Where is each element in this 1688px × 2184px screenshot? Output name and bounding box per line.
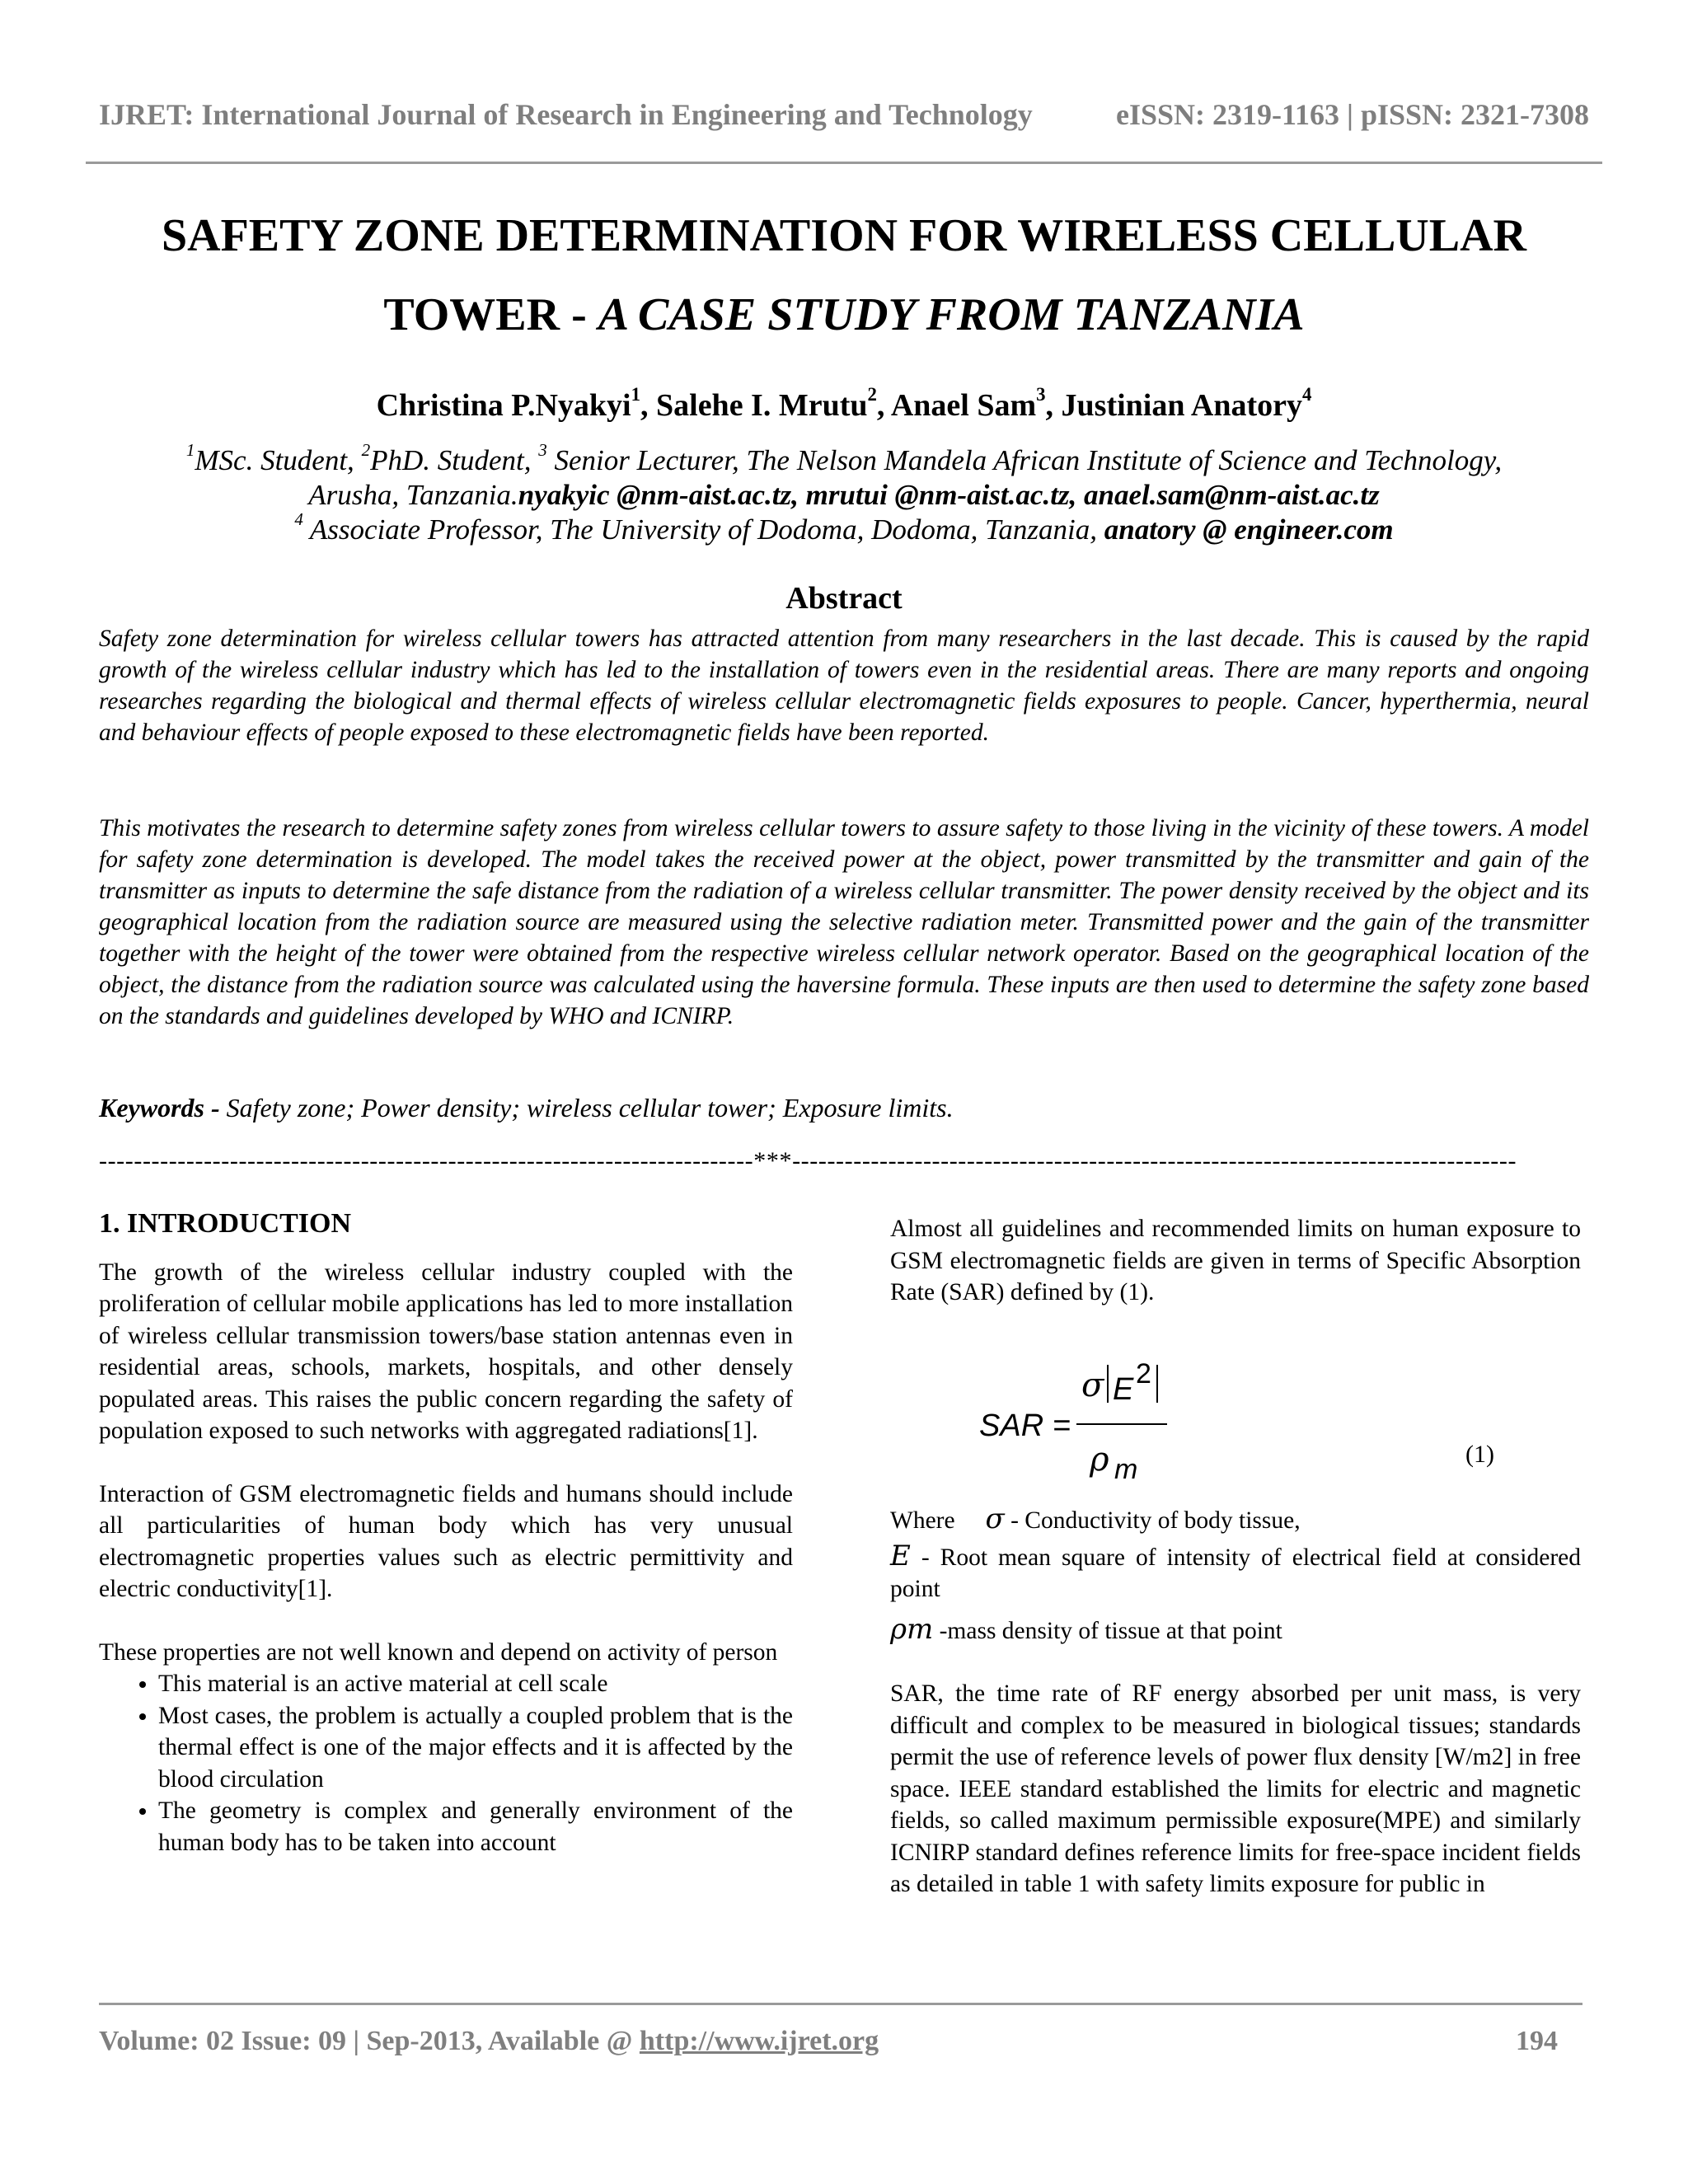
abstract-heading: Abstract bbox=[785, 581, 903, 616]
journal-name: IJRET: International Journal of Research in Engineering and Technology bbox=[99, 98, 1033, 131]
journal-url-link[interactable]: http://www.ijret.org bbox=[639, 2026, 879, 2056]
e-symbol: E bbox=[890, 1539, 911, 1572]
affil-role: PhD. Student, bbox=[370, 444, 539, 476]
intro-paragraph-2: Interaction of GSM electromagnetic fields and humans should include all particularities of human body which has very unusual electromagnetic properties values such as electric permittivity and electric conductivity[1]. bbox=[99, 1480, 793, 1602]
eq-m: m bbox=[1114, 1454, 1138, 1485]
eq-sigma: σ bbox=[1081, 1366, 1104, 1404]
affil-place: Arusha, Tanzania. bbox=[308, 479, 518, 511]
where-label: Where bbox=[890, 1507, 955, 1534]
rho-m-symbol: ρm bbox=[890, 1612, 934, 1646]
separator-right: ----------------------------------------------------------------------------------- bbox=[792, 1147, 1517, 1174]
running-header bbox=[99, 97, 1589, 132]
issn: eISSN: 2319-1163 | pISSN: 2321-7308 bbox=[1116, 98, 1589, 131]
list-item: • This material is an active material at cell scale bbox=[158, 1668, 793, 1700]
author-sup: 2 bbox=[867, 383, 877, 405]
author-sup: 4 bbox=[1301, 383, 1312, 405]
abstract-paragraph-2: This motivates the research to determine safety zones from wireless cellular towers to assure safety to those living in the vicinity of these towers. A model for safety zone determination is developed. The model takes the received power at the object, power transmitted by the transmitter and gain of the transmitter as inputs to determine the safe distance from the radiation of a wireless cellular transmitter. The power density received by the object and its geographical location from the radiation source are measured using the selective radiation meter. Transmitted power and the gain of the transmitter together with the height of the tower were obtained from the respective wireless cellular network operator. Based on the geographical location of the object, the distance from the radiation source was calculated using the haversine formula. These inputs are then used to determine the safety zone based on the standards and guidelines developed by WHO and ICNIRP. bbox=[99, 815, 1589, 1029]
definition-rho bbox=[890, 1614, 1581, 1647]
eq-lhs: SAR = bbox=[979, 1408, 1071, 1443]
keywords-label: Keywords - bbox=[99, 1093, 227, 1122]
right-column-lower bbox=[890, 1503, 1581, 1932]
author: Justinian Anatory bbox=[1061, 388, 1302, 423]
footer-prefix: Volume: 02 Issue: 09 | Sep-2013, Available @ bbox=[99, 2026, 640, 2056]
intro-paragraph-1: The growth of the wireless cellular industry coupled with the proliferation of cellular mobile applications has led to more installation of wireless cellular transmission towers/base station antennas even in residential areas, schools, markets, hospitals, and other densely populated areas. This raises the public concern regarding the safety of population exposed to such networks with aggregated radiations[1]. bbox=[99, 1258, 793, 1444]
header-rule bbox=[86, 162, 1602, 164]
definition-text: -mass density of tissue at that point bbox=[933, 1617, 1282, 1644]
title-line-2-bold: TOWER - bbox=[383, 289, 598, 340]
intro-paragraph-3: These properties are not well known and depend on activity of person bbox=[99, 1638, 778, 1666]
separator-left: --------------------------------------------------------------------------- bbox=[99, 1147, 754, 1174]
eq-rho: ρ bbox=[1090, 1441, 1109, 1479]
affil-emails: nyakyic @nm-aist.ac.tz, mrutui @nm-aist.ac.tz, anael.sam@nm-aist.ac.tz bbox=[518, 479, 1380, 511]
author-list bbox=[99, 383, 1589, 424]
affil-role: MSc. Student, bbox=[195, 444, 362, 476]
affiliation-line-3 bbox=[99, 509, 1589, 547]
list-item: • The geometry is complex and generally environment of the human body has to be taken into account bbox=[158, 1795, 793, 1858]
definition-text: - Conductivity of body tissue, bbox=[1004, 1507, 1301, 1534]
author-sep: , bbox=[876, 388, 891, 423]
author-sep: , bbox=[1045, 388, 1062, 423]
affil-sup: 3 bbox=[538, 440, 547, 461]
keywords bbox=[99, 1093, 954, 1123]
paper-title bbox=[99, 196, 1589, 354]
author: Anael Sam bbox=[890, 388, 1037, 423]
section-separator bbox=[99, 1147, 1589, 1180]
sar-paragraph: SAR, the time rate of RF energy absorbed per unit mass, is very difficult and complex to be measured in biological tissues; standards permit the use of reference levels of power flux density [W/m2] in free space. IEEE standard established the limits for electric and magnetic fields, so called maximum permissible exposure(MPE) and similarly ICNIRP standard defines reference limits for free-space incident fields as detailed in table 1 with safety limits exposure for public in bbox=[890, 1680, 1581, 1897]
affil-sup: 1 bbox=[185, 440, 195, 461]
keywords-text: Safety zone; Power density; wireless cellular tower; Exposure limits. bbox=[226, 1093, 954, 1122]
definition-sigma bbox=[890, 1503, 1581, 1537]
author-sep: , bbox=[640, 388, 656, 423]
equation-number: (1) bbox=[1465, 1441, 1494, 1468]
affil-email: anatory @ engineer.com bbox=[1104, 513, 1394, 546]
right-column bbox=[890, 1213, 1581, 1340]
title-line-2 bbox=[99, 275, 1589, 354]
affiliation-line-2 bbox=[99, 478, 1589, 513]
page-footer bbox=[99, 2026, 1558, 2057]
title-line-1: SAFETY ZONE DETERMINATION FOR WIRELESS CELLULAR bbox=[162, 210, 1526, 261]
sar-equation bbox=[890, 1332, 1500, 1488]
definition-e bbox=[890, 1540, 1581, 1605]
author: Christina P.Nyakyi bbox=[376, 388, 631, 423]
left-column bbox=[99, 1208, 793, 1858]
separator-stars: *** bbox=[753, 1147, 793, 1174]
affil-role: Associate Professor, The University of Dodoma, Dodoma, Tanzania, bbox=[302, 513, 1104, 546]
affil-sup: 2 bbox=[361, 440, 371, 461]
footer-rule bbox=[99, 2003, 1582, 2005]
section-heading-introduction: 1. INTRODUCTION bbox=[99, 1208, 352, 1239]
affiliations bbox=[99, 440, 1589, 547]
footer-volume bbox=[99, 2026, 879, 2057]
sar-intro-paragraph: Almost all guidelines and recommended limits on human exposure to GSM electromagnetic fields are given in terms of Specific Absorption Rate (SAR) defined by (1). bbox=[890, 1216, 1581, 1305]
author-sup: 1 bbox=[631, 383, 640, 405]
eq-exponent: 2 bbox=[1136, 1358, 1151, 1390]
author-sup: 3 bbox=[1036, 383, 1046, 405]
bullet-list bbox=[99, 1668, 793, 1858]
abstract-paragraph-1: Safety zone determination for wireless cellular towers has attracted attention from many researchers in the last decade. This is caused by the rapid growth of the wireless cellular industry which has led to the installation of towers even in the residential areas. There are many reports and ongoing researches regarding the biological and thermal effects of wireless cellular electromagnetic fields exposures to people. Cancer, hyperthermia, neural and behaviour effects of people exposed to these electromagnetic fields have been reported. bbox=[99, 626, 1589, 746]
title-line-2-italic: A CASE STUDY FROM TANZANIA bbox=[598, 289, 1305, 340]
list-item: • Most cases, the problem is actually a coupled problem that is the thermal effect is one of the major effects and it is affected by the blood circulation bbox=[158, 1700, 793, 1796]
sigma-symbol: σ bbox=[985, 1502, 1005, 1535]
affiliation-line-1 bbox=[99, 440, 1589, 478]
eq-e: E bbox=[1113, 1372, 1134, 1407]
definition-text: - Root mean square of intensity of electrical field at considered point bbox=[890, 1544, 1581, 1602]
affil-sup: 4 bbox=[294, 509, 303, 530]
affil-role: Senior Lecturer, The Nelson Mandela African Institute of Science and Technology, bbox=[546, 444, 1503, 476]
author: Salehe I. Mrutu bbox=[656, 388, 868, 423]
page-number: 194 bbox=[1516, 2026, 1558, 2056]
